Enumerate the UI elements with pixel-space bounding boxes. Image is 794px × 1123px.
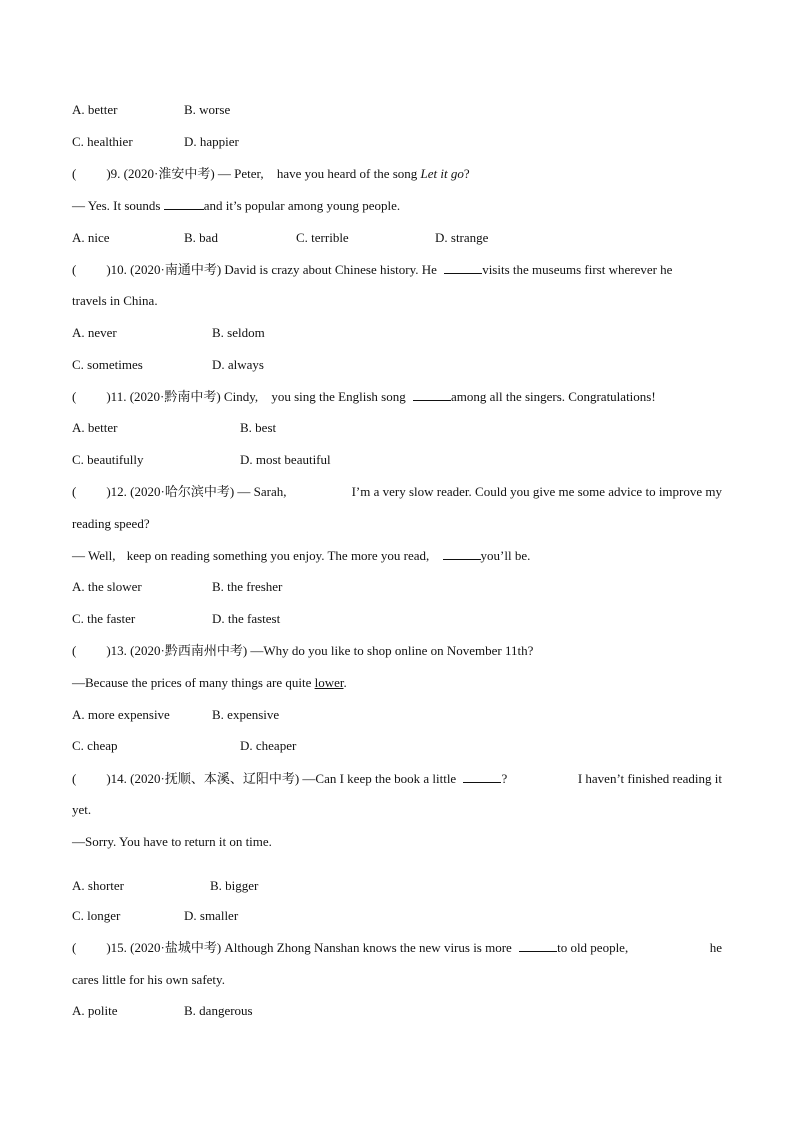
answer-paren-open: ( [72, 940, 77, 955]
q14-reply: —Sorry. You have to return it on time. [72, 834, 272, 849]
q8-option-d: D. happier [184, 134, 239, 149]
answer-paren-open: ( [72, 166, 77, 181]
q13-option-d: D. cheaper [240, 738, 297, 753]
q10-option-b: B. seldom [212, 325, 265, 340]
answer-paren-open: ( [72, 389, 77, 404]
q11-blank[interactable] [413, 389, 451, 401]
q14-blank[interactable] [463, 771, 501, 783]
q11-tail: among all the singers. Congratulations! [450, 389, 656, 404]
q13-underlined-word: lower [314, 675, 344, 690]
q12-stem [72, 484, 722, 500]
q8-option-c: C. healthier [72, 134, 133, 149]
q9-option-b: B. bad [184, 230, 218, 245]
q14-tail: I haven’t finished reading it [577, 771, 722, 786]
q10-stem [72, 262, 722, 278]
q14-option-a: A. shorter [72, 878, 124, 893]
q14-line2: yet. [72, 802, 92, 817]
q15-tail-2: he [709, 940, 722, 955]
q8-option-a: A. better [72, 102, 118, 117]
q12-option-d: D. the fastest [212, 611, 281, 626]
q9-reply [72, 198, 722, 214]
q11-mid: you sing the English song [271, 389, 406, 404]
q12-reply [72, 548, 722, 564]
q10-option-d: D. always [212, 357, 264, 372]
q12-blank[interactable] [443, 548, 481, 560]
q13-option-c: C. cheap [72, 738, 118, 753]
q15-stem [72, 940, 722, 956]
q12-reply-c: you’ll be. [480, 548, 531, 563]
q9-option-c: C. terrible [296, 230, 349, 245]
q13-reply-a: —Because the prices of many things are quite [72, 675, 312, 690]
q9-blank[interactable] [164, 198, 204, 210]
q9-stem [72, 166, 722, 182]
q10-option-a: A. never [72, 325, 117, 340]
q14-head: )14. (2020·抚顺、本溪、辽阳中考) —Can I keep the book a little [106, 771, 457, 786]
answer-paren-open: ( [72, 484, 77, 499]
q11-option-a: A. better [72, 420, 118, 435]
q10-line2: travels in China. [72, 293, 158, 308]
q13-option-b: B. expensive [212, 707, 280, 722]
answer-paren-open: ( [72, 643, 77, 658]
q12-tail: I’m a very slow reader. Could you give me some advice to improve my [351, 484, 722, 499]
q9-option-a: A. nice [72, 230, 110, 245]
q15-tail: to old people, [557, 940, 629, 955]
q9-reply-b: and it’s popular among young people. [203, 198, 401, 213]
answer-paren-open: ( [72, 262, 77, 277]
q11-option-b: B. best [240, 420, 277, 435]
q9-reply-a: — Yes. It sounds [72, 198, 161, 213]
q9-head: )9. (2020·淮安中考) — Peter, [106, 166, 264, 181]
q10-blank[interactable] [444, 262, 482, 274]
q12-head: )12. (2020·哈尔滨中考) — Sarah, [106, 484, 287, 499]
q13-head: )13. (2020·黔西南州中考) —Why do you like to shop online on November 11th? [106, 643, 534, 658]
q13-stem [72, 643, 722, 659]
q11-option-d: D. most beautiful [240, 452, 331, 467]
q10-tail: visits the museums first wherever he [482, 262, 673, 277]
q13-reply-b: . [343, 675, 347, 690]
answer-paren-open: ( [72, 771, 77, 786]
q11-head: )11. (2020·黔南中考) Cindy, [106, 389, 259, 404]
q12-option-c: C. the faster [72, 611, 136, 626]
q15-option-b: B. dangerous [184, 1003, 253, 1018]
q12-option-a: A. the slower [72, 579, 142, 594]
q14-option-d: D. smaller [184, 908, 239, 923]
q10-head: )10. (2020·南通中考) David is crazy about Chinese history. He [106, 262, 437, 277]
q15-blank[interactable] [519, 940, 557, 952]
q13-reply [72, 675, 722, 691]
q12-line2: reading speed? [72, 516, 150, 531]
q12-reply-a: — Well, [72, 548, 116, 563]
q9-song-title: Let it go [420, 166, 464, 181]
q15-line2: cares little for his own safety. [72, 972, 225, 987]
q15-head: )15. (2020·盐城中考) Although Zhong Nanshan knows the new virus is more [106, 940, 512, 955]
q13-option-a: A. more expensive [72, 707, 170, 722]
q12-reply-b: keep on reading something you enjoy. The more you read, [126, 548, 430, 563]
q14-stem [72, 771, 722, 787]
q10-option-c: C. sometimes [72, 357, 143, 372]
q9-qmark: ? [463, 166, 470, 181]
q12-option-b: B. the fresher [212, 579, 283, 594]
q11-stem [72, 389, 722, 405]
q11-option-c: C. beautifully [72, 452, 144, 467]
q14-option-c: C. longer [72, 908, 121, 923]
q9-option-d: D. strange [435, 230, 489, 245]
q8-option-b: B. worse [184, 102, 231, 117]
q14-option-b: B. bigger [210, 878, 259, 893]
q15-option-a: A. polite [72, 1003, 118, 1018]
q14-qmark: ? [501, 771, 508, 786]
q9-text: have you heard of the song [276, 166, 418, 181]
